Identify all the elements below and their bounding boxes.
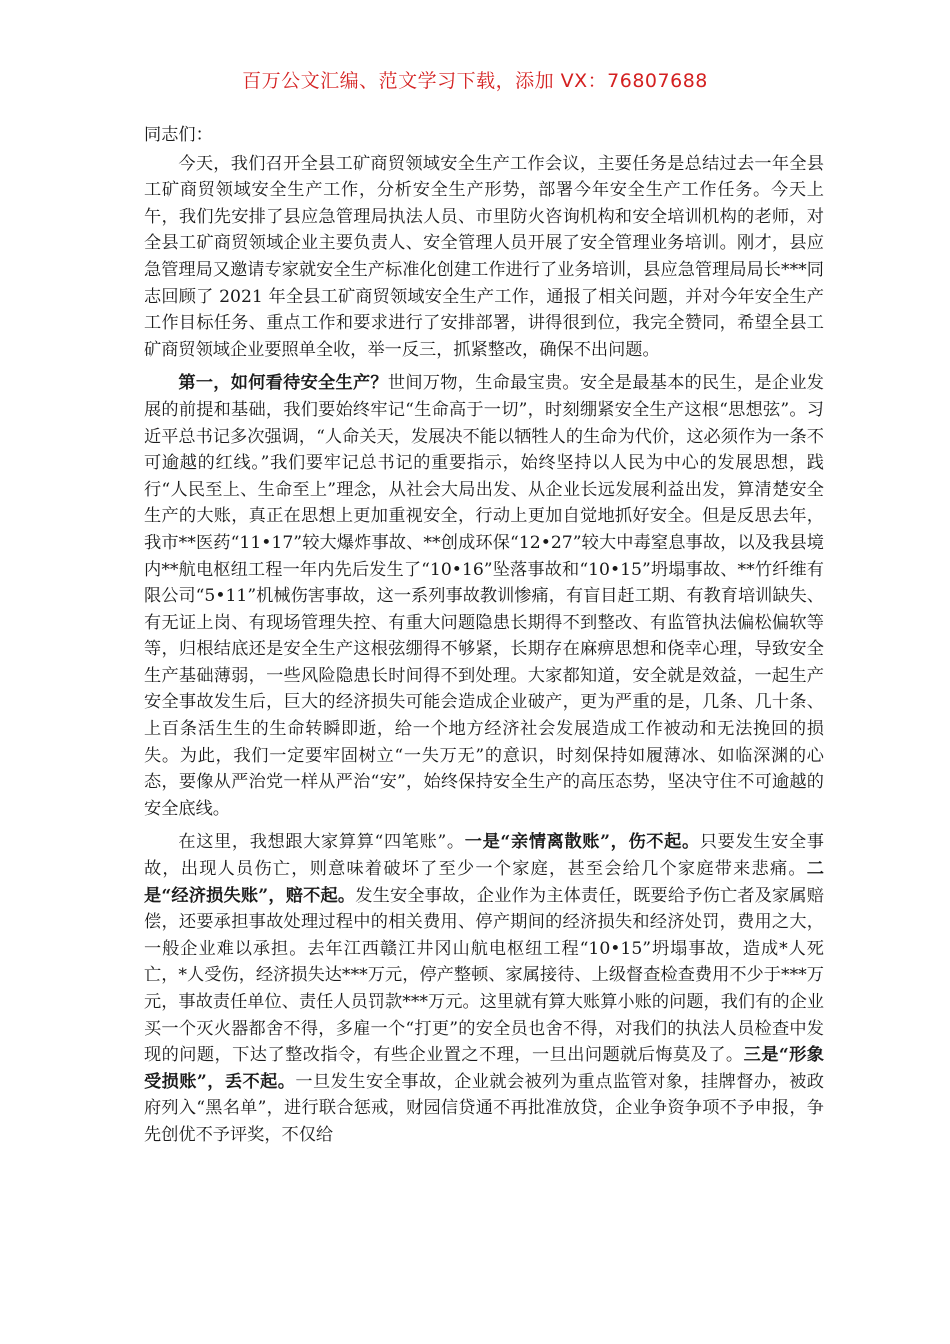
salutation: 同志们： [144,125,213,145]
account-two-heading: 二是“经济损失账”，赔不起。 [144,859,824,906]
account-three-text: 一旦发生安全事故，企业就会被列为重点监管对象，挂牌督办，被政府列入“黑名单”，进行联合惩戒，财园信贷通不再批准放贷，企业争资争项不予申报，争先创优不予评奖，不仅给 [144,1071,824,1145]
account-one-text: 只要发生安全事故，出现人员伤亡，则意味着破坏了至少一个家庭，甚至会给几个家庭带来悲痛。 [144,832,824,880]
account-one-heading: 一是“亲情离散账”，伤不起。 [464,832,700,853]
paragraph-first-point [144,370,824,822]
paragraph-intro: 今天，我们召开全县工矿商贸领域安全生产工作会议，主要任务是总结过去一年全县工矿商贸领域安全生产工作，分析安全生产形势，部署今年安全生产工作任务。今天上午，我们先安排了县应急管理局执法人员、市里防火咨询机构和安全培训机构的老师，对全县工矿商贸领域企业主要负责人、安全管理人员开展了安全管理业务培训。刚才，县应急管理局又邀请专家就安全生产标准化创建工作进行了业务培训，县应急管理局局长***同志回顾了 2021 年全县工矿商贸领域安全生产工作，通报了相关问题，并对今年安全生产工作目标任务、重点工作和要求进行了安排部署，讲得很到位，我完全赞同，希望全县工矿商贸领域企业要照单全收，举一反三，抓紧整改，确保不出问题。 [144,153,824,360]
document-body [144,122,824,1156]
paragraph-first-body: 世间万物，生命最宝贵。安全是最基本的民生，是企业发展的前提和基础，我们要始终牢记“生命高于一切”，时刻绷紧安全生产这根“思想弦”。习近平总书记多次强调，“人命关天，发展决不能以牺牲人的生命为代价，这必须作为一条不可逾越的红线。”我们要牢记总书记的重要指示，始终坚持以人民为中心的发展思想，践行“人民至上、生命至上”理念，从社会大局出发、从企业长远发展利益出发，算清楚安全生产的大账，真正在思想上更加重视安全，行动上更加自觉地抓好安全。但是反思去年，我市**医药“11•17”较大爆炸事故、**创成环保“12•27”较大中毒窒息事故，以及我县境内**航电枢纽工程一年内先后发生了“10•16”坠落事故和“10•15”坍塌事故、**竹纤维有限公司“5•11”机械伤害事故，这一系列事故教训惨痛，有盲目赶工期、有教育培训缺失、有无证上岗、有现场管理失控、有重大问题隐患长期得不到整改、有监管执法偏松偏软等等，归根结底还是安全生产这根弦绷得不够紧，长期存在麻痹思想和侥幸心理，导致安全生产基础薄弱，一些风险隐患长时间得不到处理。大家都知道，安全就是效益，一起生产安全事故发生后，巨大的经济损失可能会造成企业破产，更为严重的是，几条、几十条、上百条活生生的生命转瞬即逝，给一个地方经济社会发展造成工作被动和无法挽回的损失。为此，我们一定要牢固树立“一失万无”的意识，时刻保持如履薄冰、如临深渊的心态，要像从严治党一样从严治“安”，始终保持安全生产的高压态势，坚决守住不可逾越的安全底线。 [144,373,824,819]
four-accounts-intro: 在这里，我想跟大家算算“四笔账”。 [178,832,465,853]
promo-banner: 百万公文汇编、范文学习下载，添加 VX：76807688 [242,70,708,92]
paragraph-four-accounts [144,829,824,1148]
section-heading-first: 第一，如何看待安全生产？ [178,373,388,394]
account-two-text: 发生安全事故，企业作为主体责任，既要给予伤亡者及家属赔偿，还要承担事故处理过程中的相关费用、停产期间的经济损失和经济处罚，费用之大，一般企业难以承担。去年江西赣江井冈山航电枢纽工程“10•15”坍塌事故，造成*人死亡，*人受伤，经济损失达***万元，停产整顿、家属接待、上级督查检查费用不少于***万元，事故责任单位、责任人员罚款***万元。这里就有算大账算小账的问题，我们有的企业买一个灭火器都舍不得，多雇一个“打更”的安全员也舍不得，对我们的执法人员检查中发现的问题，下达了整改指令，有些企业置之不理，一旦出问题就后悔莫及了。 [144,885,824,1066]
account-three-heading: 三是“形象受损账”，丢不起。 [144,1045,824,1092]
